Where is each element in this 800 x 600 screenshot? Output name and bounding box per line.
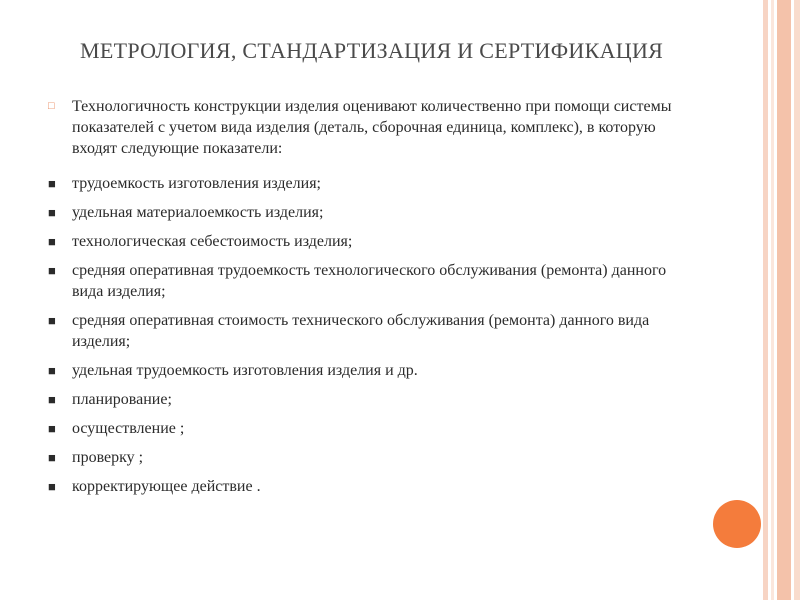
list-item-text: проверку ; — [72, 449, 144, 466]
list-item — [48, 447, 698, 468]
list-item — [48, 310, 698, 352]
square-bullet-icon: ■ — [48, 176, 56, 191]
border-stripe — [794, 0, 800, 600]
border-stripe — [763, 0, 768, 600]
list-item-text: осуществление ; — [72, 420, 185, 437]
list-item — [48, 418, 698, 439]
intro-paragraph — [48, 96, 698, 159]
list-item-text: планирование; — [72, 391, 172, 408]
square-bullet-icon: ■ — [48, 234, 56, 249]
list-item-text: трудоемкость изготовления изделия; — [72, 175, 321, 192]
border-stripe — [771, 0, 774, 600]
border-stripe — [777, 0, 791, 600]
slide-content — [48, 96, 698, 505]
square-bullet-icon: ■ — [48, 363, 56, 378]
list-item-text: средняя оперативная стоимость технического обслуживания (ремонта) данного вида изделия; — [72, 312, 650, 350]
square-bullet-icon: ■ — [48, 392, 56, 407]
list-item — [48, 360, 698, 381]
list-item-text: средняя оперативная трудоемкость технологического обслуживания (ремонта) данного вида изделия; — [72, 262, 667, 300]
square-bullet-icon: ■ — [48, 479, 56, 494]
list-item — [48, 231, 698, 252]
decorative-circle — [713, 500, 761, 548]
square-bullet-icon: ■ — [48, 205, 56, 220]
square-bullet-icon: ■ — [48, 421, 56, 436]
list-item — [48, 260, 698, 302]
slide-title: МЕТРОЛОГИЯ, СТАНДАРТИЗАЦИЯ И СЕРТИФИКАЦИЯ — [80, 38, 664, 63]
list-item-text: удельная трудоемкость изготовления изделия и др. — [72, 362, 418, 379]
list-item-text: удельная материалоемкость изделия; — [72, 204, 324, 221]
square-bullet-icon: ■ — [48, 263, 56, 278]
box-bullet-icon: □ — [48, 100, 55, 112]
list-item — [48, 389, 698, 410]
list-item-text: технологическая себестоимость изделия; — [72, 233, 353, 250]
list-item-text: корректирующее действие . — [72, 478, 261, 495]
list-item — [48, 173, 698, 194]
square-bullet-icon: ■ — [48, 450, 56, 465]
list-item — [48, 202, 698, 223]
indicator-list — [48, 173, 698, 497]
list-item — [48, 476, 698, 497]
intro-text: Технологичность конструкции изделия оценивают количественно при помощи системы показателей с учетом вида изделия (деталь, сборочная единица, комплекс), в которую входят следующие показатели: — [72, 98, 672, 157]
square-bullet-icon: ■ — [48, 313, 56, 328]
